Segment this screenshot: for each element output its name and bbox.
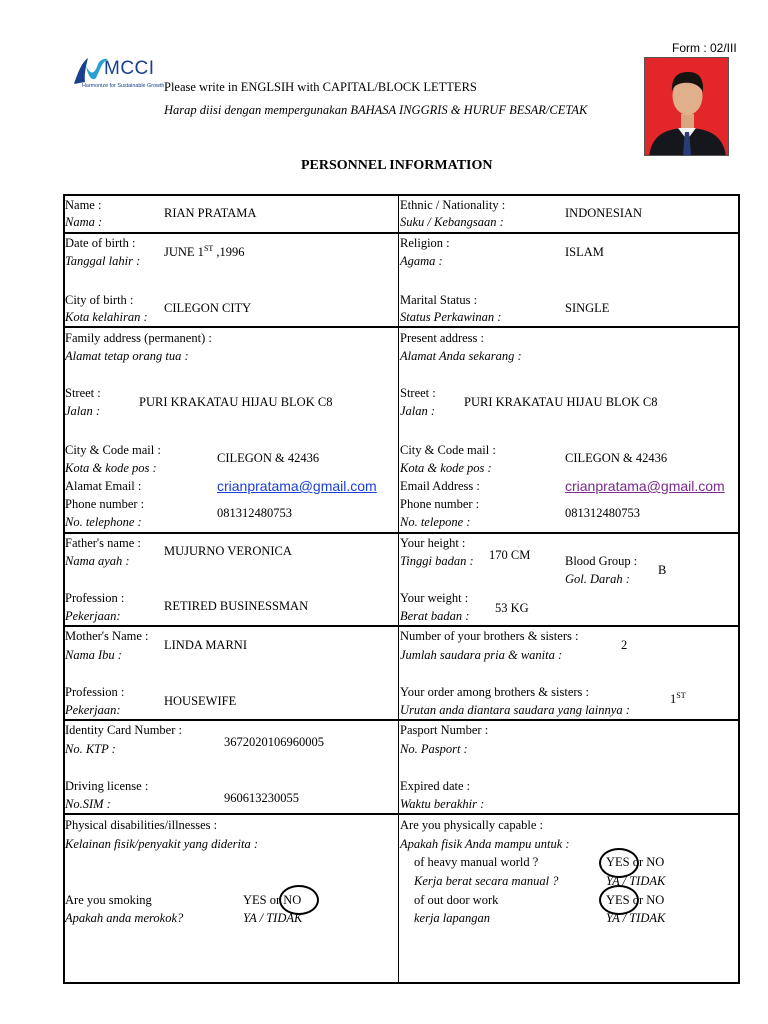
family-address-label-id: Alamat tetap orang tua : xyxy=(65,349,189,363)
answer-circle-yes xyxy=(599,848,639,878)
weight-value: 53 KG xyxy=(495,601,529,615)
name-label-id: Nama : xyxy=(65,215,103,229)
logo-text: MCCI xyxy=(104,58,155,79)
row-divider xyxy=(63,532,740,534)
row-divider xyxy=(63,813,740,815)
city-code-label-id: Kota & kode pos : xyxy=(65,461,157,475)
father-profession-label: Profession : xyxy=(65,591,125,605)
father-name-label: Father's name : xyxy=(65,536,141,550)
column-divider xyxy=(398,195,399,983)
name-value: RIAN PRATAMA xyxy=(164,206,257,220)
phone-label: Phone number : xyxy=(65,497,145,511)
phone-label: Phone number : xyxy=(400,497,480,511)
form-number: Form : 02/III xyxy=(672,41,737,55)
cob-value: CILEGON CITY xyxy=(164,301,252,315)
weight-label-id: Berat badan : xyxy=(400,609,470,623)
sim-label-id: No.SIM : xyxy=(65,797,111,811)
instruction-english: Please write in ENGLSIH with CAPITAL/BLOCK LETTERS xyxy=(164,80,477,94)
sim-label: Driving license : xyxy=(65,779,149,793)
email-label: Alamat Email : xyxy=(65,479,142,493)
city-code-label: City & Code mail : xyxy=(65,443,161,457)
applicant-photo xyxy=(644,57,729,156)
street-value: PURI KRAKATAU HIJAU BLOK C8 xyxy=(139,395,333,409)
smoking-options-id: YA / TIDAK xyxy=(243,911,303,925)
phone-label-id: No. telephone : xyxy=(65,515,142,529)
logo-tagline: Harmonize for Sustainable Growth xyxy=(82,83,165,89)
cob-label: City of birth : xyxy=(65,293,134,307)
capable-label: Are you physically capable : xyxy=(400,818,544,832)
blood-group-label: Blood Group : xyxy=(565,554,638,568)
cob-label-id: Kota kelahiran : xyxy=(65,310,148,324)
present-address-label: Present address : xyxy=(400,331,485,345)
blood-group-value: B xyxy=(658,563,667,577)
father-profession-label-id: Pekerjaan: xyxy=(65,609,121,623)
mother-name-value: LINDA MARNI xyxy=(164,638,247,652)
phone-label-id: No. telepone : xyxy=(400,515,471,529)
heavy-work-label-id: Kerja berat secara manual ? xyxy=(414,874,559,888)
height-label: Your height : xyxy=(400,536,466,550)
city-code-label-id: Kota & kode pos : xyxy=(400,461,492,475)
weight-label: Your weight : xyxy=(400,591,469,605)
physical-label-id: Kelainan fisik/penyakit yang diderita : xyxy=(65,837,259,851)
ethnic-label: Ethnic / Nationality : xyxy=(400,198,506,212)
heavy-work-options-id: YA / TIDAK xyxy=(606,874,666,888)
religion-label: Religion : xyxy=(400,236,450,250)
city-code-label: City & Code mail : xyxy=(400,443,496,457)
sim-value: 960613230055 xyxy=(224,791,299,805)
siblings-label: Number of your brothers & sisters : xyxy=(400,629,579,643)
row-divider xyxy=(63,232,740,234)
expired-date-label: Expired date : xyxy=(400,779,471,793)
dob-label: Date of birth : xyxy=(65,236,136,250)
outdoor-work-label-id: kerja lapangan xyxy=(414,911,491,925)
street-value: PURI KRAKATAU HIJAU BLOK C8 xyxy=(464,395,658,409)
marital-label-id: Status Perkawinan : xyxy=(400,310,502,324)
city-code-value: CILEGON & 42436 xyxy=(217,451,320,465)
mother-profession-value: HOUSEWIFE xyxy=(164,694,237,708)
siblings-value: 2 xyxy=(621,638,628,652)
marital-label: Marital Status : xyxy=(400,293,478,307)
street-label: Street : xyxy=(65,386,101,400)
outdoor-work-options-id: YA / TIDAK xyxy=(606,911,666,925)
street-label-id: Jalan : xyxy=(65,404,101,418)
city-code-value: CILEGON & 42436 xyxy=(565,451,668,465)
physical-label: Physical disabilities/illnesses : xyxy=(65,818,218,832)
phone-value: 081312480753 xyxy=(565,506,640,520)
ktp-label-id: No. KTP : xyxy=(65,742,116,756)
name-label: Name : xyxy=(65,198,102,212)
birth-order-label-id: Urutan anda diantara saudara yang lainnya : xyxy=(400,703,630,717)
row-divider xyxy=(63,625,740,627)
expired-date-label-id: Waktu berakhir : xyxy=(400,797,485,811)
row-divider xyxy=(63,326,740,328)
answer-circle-yes xyxy=(599,885,639,915)
siblings-label-id: Jumlah saudara pria & wanita : xyxy=(400,648,563,662)
blood-group-label-id: Gol. Darah : xyxy=(565,572,630,586)
dob-label-id: Tanggal lahir : xyxy=(65,254,141,268)
family-address-label: Family address (permanent) : xyxy=(65,331,212,345)
row-divider xyxy=(63,719,740,721)
religion-label-id: Agama : xyxy=(400,254,443,268)
mother-profession-label-id: Pekerjaan: xyxy=(65,703,121,717)
marital-value: SINGLE xyxy=(565,301,610,315)
passport-label: Pasport Number : xyxy=(400,723,489,737)
father-name-label-id: Nama ayah : xyxy=(65,554,130,568)
email-link[interactable]: crianpratama@gmail.com xyxy=(217,478,377,494)
mother-name-label: Mother's Name : xyxy=(65,629,149,643)
birth-order-value: 1ST xyxy=(670,690,686,706)
father-name-value: MUJURNO VERONICA xyxy=(164,544,292,558)
present-address-label-id: Alamat Anda sekarang : xyxy=(400,349,522,363)
heavy-work-label: of heavy manual world ? xyxy=(414,855,539,869)
mcci-logo xyxy=(72,54,167,94)
dob-value: JUNE 1ST ,1996 xyxy=(164,243,245,259)
email-link[interactable]: crianpratama@gmail.com xyxy=(565,478,725,494)
outdoor-work-options: YES or NO xyxy=(606,893,665,907)
street-label-id: Jalan : xyxy=(400,404,436,418)
outdoor-work-label: of out door work xyxy=(414,893,499,907)
passport-label-id: No. Pasport : xyxy=(400,742,468,756)
page-title: PERSONNEL INFORMATION xyxy=(301,158,493,173)
mother-profession-label: Profession : xyxy=(65,685,125,699)
ethnic-label-id: Suku / Kebangsaan : xyxy=(400,215,504,229)
answer-circle-no xyxy=(279,885,319,915)
instruction-indonesian: Harap diisi dengan mempergunakan BAHASA INGGRIS & HURUF BESAR/CETAK xyxy=(164,103,588,117)
smoking-options: YES or NO xyxy=(243,893,302,907)
email-label: Email Address : xyxy=(400,479,480,493)
height-label-id: Tinggi badan : xyxy=(400,554,474,568)
ktp-value: 3672020106960005 xyxy=(224,735,324,749)
height-value: 170 CM xyxy=(489,548,531,562)
smoking-label-id: Apakah anda merokok? xyxy=(65,911,184,925)
father-profession-value: RETIRED BUSINESSMAN xyxy=(164,599,309,613)
street-label: Street : xyxy=(400,386,436,400)
heavy-work-options: YES or NO xyxy=(606,855,665,869)
capable-label-id: Apakah fisik Anda mampu untuk : xyxy=(400,837,570,851)
ethnic-value: INDONESIAN xyxy=(565,206,643,220)
smoking-label: Are you smoking xyxy=(65,893,152,907)
birth-order-label: Your order among brothers & sisters : xyxy=(400,685,589,699)
religion-value: ISLAM xyxy=(565,245,604,259)
mother-name-label-id: Nama Ibu : xyxy=(65,648,122,662)
ktp-label: Identity Card Number : xyxy=(65,723,182,737)
phone-value: 081312480753 xyxy=(217,506,292,520)
